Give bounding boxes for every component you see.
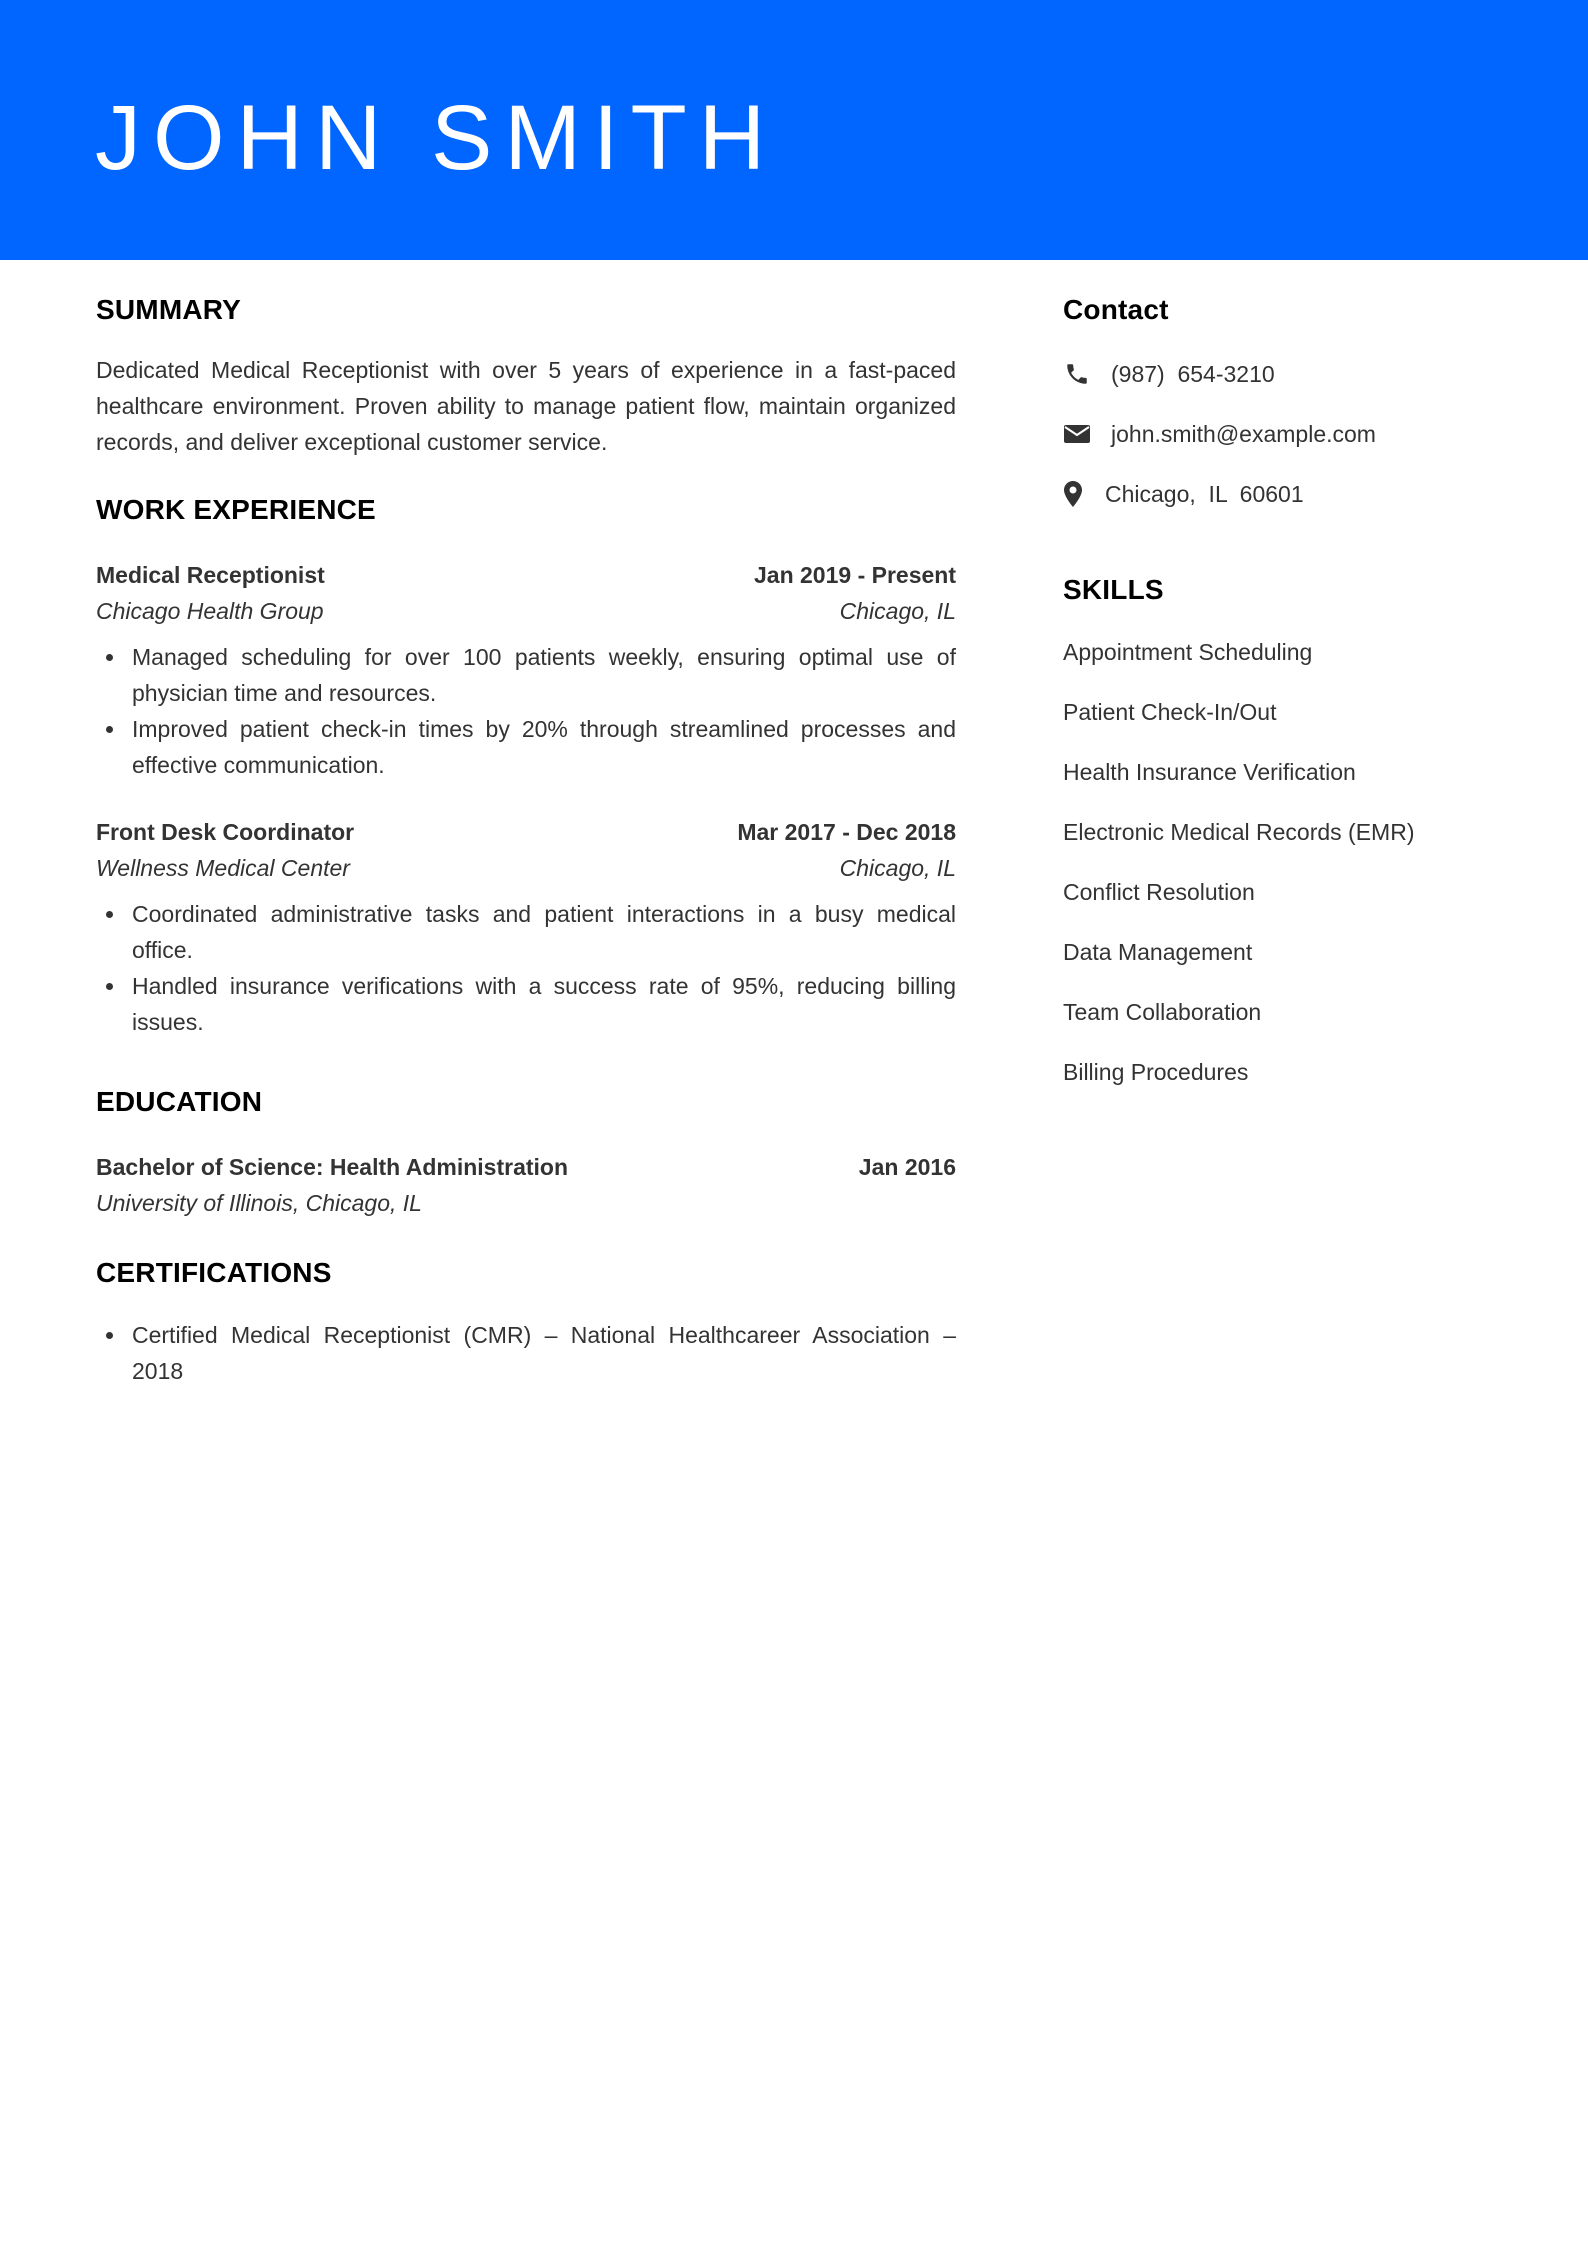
envelope-icon: [1063, 420, 1091, 448]
contact-address: Chicago, IL 60601: [1105, 481, 1304, 507]
job-bullet: Improved patient check-in times by 20% through streamlined processes and effective communication.: [132, 711, 956, 783]
contact-email-row: [1063, 416, 1523, 452]
summary-section: [96, 290, 956, 460]
degree: Bachelor of Science: Health Administration: [96, 1154, 569, 1180]
job-bullets: [96, 639, 956, 783]
certifications-list: [96, 1317, 956, 1389]
map-pin-icon: [1063, 480, 1083, 508]
job-bullet: Handled insurance verifications with a success rate of 95%, reducing billing issues.: [132, 968, 956, 1040]
skills-heading: SKILLS: [1063, 574, 1164, 605]
job-dates: Jan 2019 - Present: [753, 562, 956, 588]
contact-section: [1063, 290, 1523, 512]
job-header-row: [96, 814, 956, 850]
education-heading: EDUCATION: [96, 1086, 263, 1117]
summary-heading: SUMMARY: [96, 294, 242, 325]
education-section: [96, 1082, 956, 1221]
job-company-row: [96, 850, 956, 886]
job-entry: [96, 814, 956, 1040]
school: University of Illinois, Chicago, IL: [96, 1190, 422, 1216]
job-location: Chicago, IL: [839, 855, 956, 881]
skill-item: Electronic Medical Records (EMR): [1063, 819, 1415, 845]
skill-item: Data Management: [1063, 939, 1253, 965]
summary-text: Dedicated Medical Receptionist with over 5 years of experience in a fast-paced healthcare environment. Proven ability to manage patient flow, maintain organized records, and deliver exceptional customer service.: [96, 357, 956, 455]
job-location: Chicago, IL: [839, 598, 956, 624]
contact-heading: Contact: [1063, 294, 1169, 325]
work-experience-section: [96, 490, 956, 1040]
job-company: Chicago Health Group: [96, 598, 324, 624]
job-company: Wellness Medical Center: [96, 855, 350, 881]
work-experience-heading: WORK EXPERIENCE: [96, 494, 376, 525]
job-title: Front Desk Coordinator: [96, 819, 355, 845]
header-banner: [0, 0, 1588, 260]
job-header-row: [96, 557, 956, 593]
certifications-section: [96, 1253, 956, 1389]
job-entry: [96, 557, 956, 783]
certification-item: Certified Medical Receptionist (CMR) – National Healthcareer Association – 2018: [132, 1317, 956, 1389]
contact-email: john.smith@example.com: [1111, 421, 1376, 447]
contact-phone-row: [1063, 356, 1523, 392]
job-title: Medical Receptionist: [96, 562, 325, 588]
certifications-heading: CERTIFICATIONS: [96, 1257, 332, 1288]
education-header-row: [96, 1149, 956, 1185]
phone-icon: [1063, 360, 1091, 388]
main-column: [96, 290, 956, 1389]
skill-item: Conflict Resolution: [1063, 879, 1255, 905]
skill-item: Patient Check-In/Out: [1063, 699, 1277, 725]
skills-list: [1063, 634, 1523, 1090]
skill-item: Health Insurance Verification: [1063, 759, 1356, 785]
contact-address-row: [1063, 476, 1523, 512]
skills-section: [1063, 570, 1523, 1090]
skill-item: Billing Procedures: [1063, 1059, 1249, 1085]
job-bullet: Managed scheduling for over 100 patients weekly, ensuring optimal use of physician time and resources.: [132, 639, 956, 711]
education-school-row: [96, 1185, 956, 1221]
skill-item: Team Collaboration: [1063, 999, 1262, 1025]
job-bullets: [96, 896, 956, 1040]
job-dates: Mar 2017 - Dec 2018: [737, 819, 956, 845]
contact-phone: (987) 654-3210: [1111, 361, 1275, 387]
skill-item: Appointment Scheduling: [1063, 639, 1313, 665]
candidate-name: JOHN SMITH: [95, 87, 778, 189]
job-bullet: Coordinated administrative tasks and patient interactions in a busy medical office.: [132, 896, 956, 968]
education-date: Jan 2016: [858, 1154, 956, 1180]
sidebar-column: [1063, 290, 1523, 1090]
job-company-row: [96, 593, 956, 629]
